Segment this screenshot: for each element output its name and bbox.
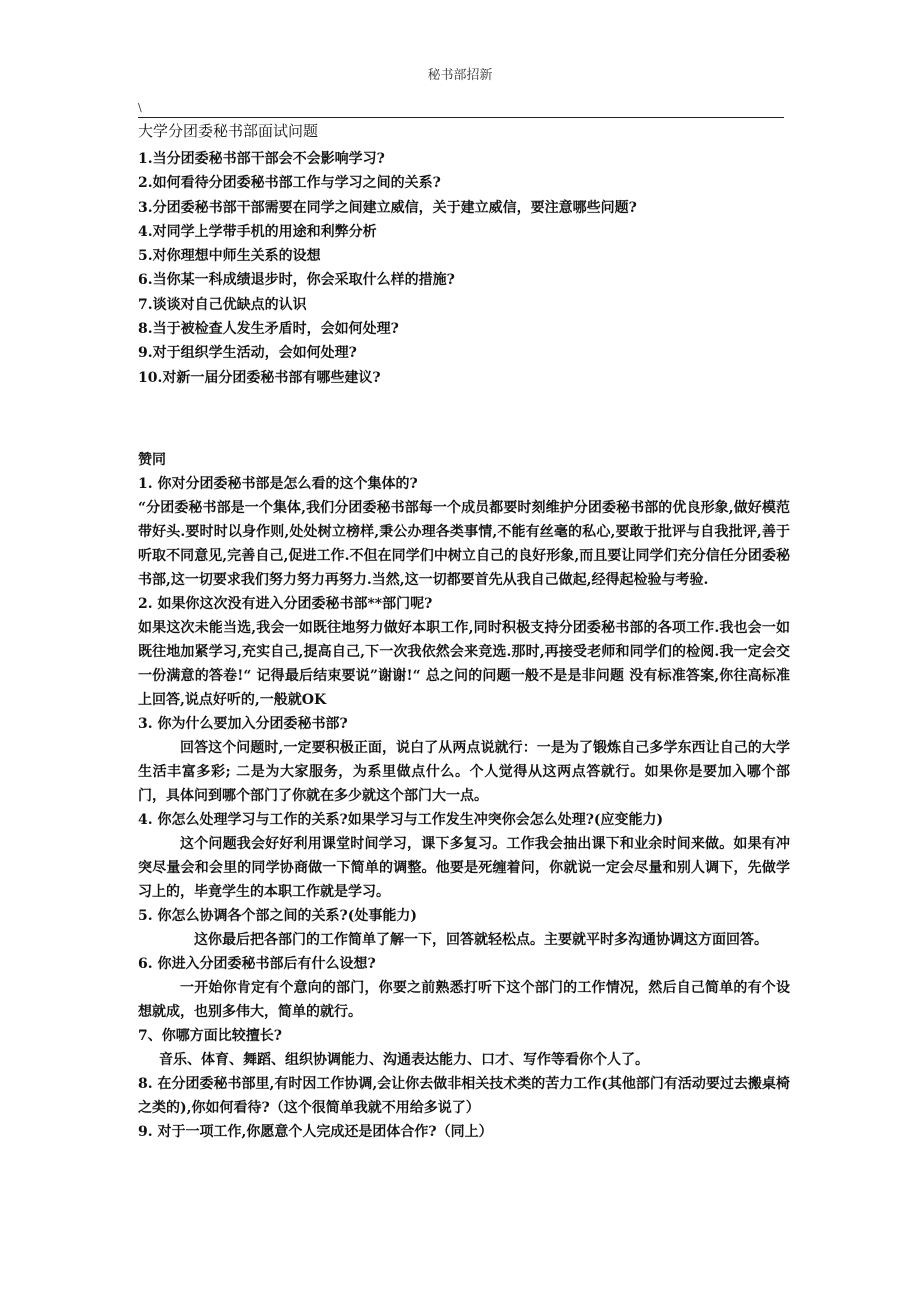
question-item: 7.谈谈对自己优缺点的认识: [138, 296, 307, 313]
question-item: 9.对于组织学生活动，会如何处理?: [138, 345, 357, 362]
qa-question: 9. 对于一项工作,你愿意个人完成还是团体合作?（同上）: [138, 1123, 493, 1140]
question-list: [138, 147, 790, 390]
section-label: 赞同: [138, 451, 166, 468]
question-item: 4.对同学上学带手机的用途和利弊分析: [138, 223, 377, 240]
question-item: 8.当于被检查人发生矛盾时，会如何处理?: [138, 321, 399, 338]
question-item: 5.对你理想中师生关系的设想: [138, 248, 321, 265]
section-gap: [138, 390, 790, 448]
qa-section: [138, 472, 790, 1144]
qa-question: 8. 在分团委秘书部里,有时因工作协调,会让你去做非相关技术类的苦力工作(其他部门有活动要过去搬桌椅之类的),你如何看待?（这个很简单我就不用给多说了）: [138, 1075, 790, 1116]
question-item: 3.分团委秘书部干部需要在同学之间建立威信，关于建立威信，要注意哪些问题?: [138, 199, 637, 216]
document-title: 大学分团委秘书部面试问题: [138, 122, 319, 140]
qa-answer: 一开始你肯定有个意向的部门，你要之前熟悉打听下这个部门的工作情况，然后自己简单的有个设想就成，也别多伟大，简单的就行。: [138, 979, 790, 1020]
qa-question: 4. 你怎么处理学习与工作的关系?如果学习与工作发生冲突你会怎么处理?(应变能力): [138, 811, 664, 828]
qa-answer: “分团委秘书部是一个集体,我们分团委秘书部每一个成员都要时刻维护分团委秘书部的优良形象,做好模范带好头.要时时以身作则,处处树立榜样,秉公办理各类事情,不能有丝毫的私心,要敢于批评与自我批评,善于听取不同意见,完善自己,促进工作.不但在同学们中树立自己的良好形象,而且要让同学们充分信任分团委秘书部,这一切要求我们努力努力再努力.当然,这一切都要首先从我自己做起,经得起检验与考验.: [138, 499, 790, 588]
qa-question: 5. 你怎么协调各个部之间的关系?(处事能力): [138, 907, 417, 924]
qa-question: 3. 你为什么要加入分团委秘书部?: [138, 715, 348, 732]
header-mark: \: [138, 101, 142, 114]
document-body: [138, 121, 790, 1144]
qa-answer: 这个问题我会好好利用课堂时间学习，课下多复习。工作我会抽出课下和业余时间来做。如果有冲突尽量会和会里的同学协商做一下简单的调整。他要是死缠着问，你就说一定会尽量和别人调下，先做学习上的，毕竟学生的本职工作就是学习。: [138, 835, 790, 900]
qa-question: 6. 你进入分团委秘书部后有什么设想?: [138, 955, 376, 972]
qa-answer: 如果这次未能当选,我会一如既往地努力做好本职工作,同时积极支持分团委秘书部的各项工作.我也会一如既往地加紧学习,充实自己,提高自己,下一次我依然会来竞选.那时,再接受老师和同学们的检阅.我一定会交一份满意的答卷!“ 记得最后结束要说”谢谢!“ 总之问的问题一般不是是非问题 没有标准答案,你往高标准上回答,说点好听的,一般就OK: [138, 619, 790, 708]
page-header: 秘书部招新: [427, 68, 493, 83]
question-item: 2.如何看待分团委秘书部工作与学习之间的关系?: [138, 175, 441, 192]
question-item: 1.当分团委秘书部干部会不会影响学习?: [138, 151, 385, 167]
qa-question: 7、你哪方面比较擅长?: [138, 1027, 282, 1044]
qa-question: 2. 如果你这次没有进入分团委秘书部**部门呢?: [138, 595, 433, 612]
question-item: 6.当你某一科成绩退步时，你会采取什么样的措施?: [138, 272, 455, 289]
qa-question: 1. 你对分团委秘书部是怎么看的这个集体的?: [138, 475, 418, 492]
header-rule: [138, 117, 784, 118]
qa-answer: 回答这个问题时,一定要积极正面，说白了从两点说就行：一是为了锻炼自己多学东西让自己的大学生活丰富多彩; 二是为大家服务，为系里做点什么。个人觉得从这两点答就行。如果你是要加入哪个部门，具体问到哪个部门了你就在多少就这个部门大一点。: [138, 739, 790, 804]
question-item: 10.对新一届分团委秘书部有哪些建议?: [138, 369, 381, 386]
qa-answer: 这你最后把各部门的工作简单了解一下，回答就轻松点。主要就平时多沟通协调这方面回答。: [194, 931, 768, 948]
qa-answer: 音乐、体育、舞蹈、组织协调能力、沟通表达能力、口才、写作等看你个人了。: [159, 1051, 649, 1068]
